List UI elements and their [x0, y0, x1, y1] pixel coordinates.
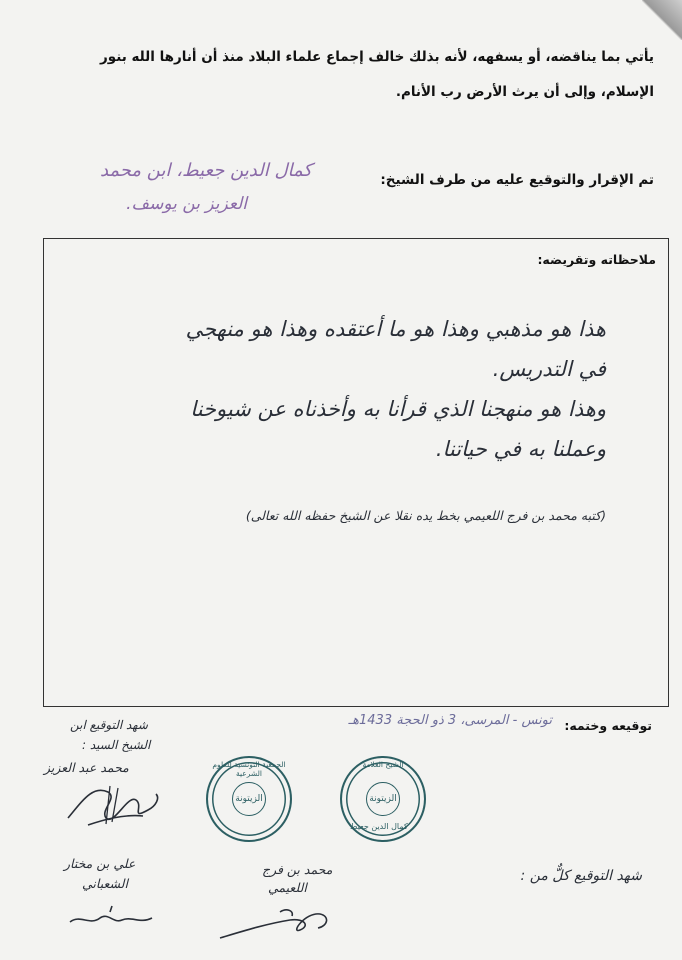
seal-stamp-left-center: الزيتونة — [232, 782, 266, 816]
witness-2-line-1: محمد بن فرج — [262, 862, 333, 877]
witness-3-line-2: الشعباني — [82, 876, 128, 891]
intro-text-line-2: الإسلام، وإلى أن يرث الأرض رب الأنام. — [395, 84, 654, 100]
seal-stamp-left — [206, 756, 292, 842]
scribe-note: (كتبه محمد بن فرج اللعيمي بخط يده نقلا عن الشيخ حفظه الله تعالى) — [245, 508, 606, 523]
page-corner-fold — [642, 0, 682, 40]
intro-text-line-1: يأتي بما يناقضه، أو يسفهه، لأنه بذلك خالف إجماع علماء البلاد منذ أن أنارها الله بنور — [99, 49, 654, 65]
signature-label: توقيعه وختمه: — [564, 718, 652, 733]
remarks-handwritten-line-4: وعملنا به في حياتنا. — [435, 437, 606, 461]
signature-place-date: تونس - المرسى، 3 ذو الحجة 1433هـ — [348, 713, 552, 728]
sheikh-name-handwritten-2: العزيز بن يوسف. — [126, 194, 247, 214]
seal-stamp-right-bottom-text: كمال الدين جعيط — [350, 822, 408, 831]
remarks-label: ملاحظاته وتقريضه: — [537, 252, 656, 267]
sheikh-name-handwritten-1: كمال الدين جعيط، ابن محمد — [99, 160, 312, 181]
witness-footer-label: شهد التوقيع كلٌّ من : — [520, 868, 642, 884]
remarks-box — [43, 238, 669, 707]
witness-1-line-1: شهد التوقيع ابن — [70, 718, 148, 732]
seal-stamp-right-ring-text: الشيخ العلامة — [362, 760, 404, 769]
witness-1-name: محمد عبد العزيز — [44, 760, 129, 775]
remarks-handwritten-line-3: وهذا هو منهجنا الذي قرأنا به وأخذناه عن شيوخنا — [190, 397, 606, 421]
witness-3-line-1: علي بن مختار — [64, 856, 136, 871]
acknowledgment-label: تم الإقرار والتوقيع عليه من طرف الشيخ: — [380, 172, 654, 188]
witness-1-signature — [48, 780, 168, 830]
witness-1-line-2: الشيخ السيد : — [82, 738, 151, 752]
witness-2-line-2: اللعيمي — [268, 880, 307, 895]
seal-stamp-right-center: الزيتونة — [366, 782, 400, 816]
witness-2-signature — [210, 898, 340, 948]
remarks-handwritten-line-2: في التدريس. — [492, 357, 606, 381]
remarks-handwritten-line-1: هذا هو مذهبي وهذا هو ما أعتقده وهذا هو منهجي — [185, 317, 606, 341]
witness-3-signature — [60, 900, 170, 940]
seal-stamp-left-ring-text: الجمعية التونسية للعلوم الشرعية — [212, 760, 286, 778]
